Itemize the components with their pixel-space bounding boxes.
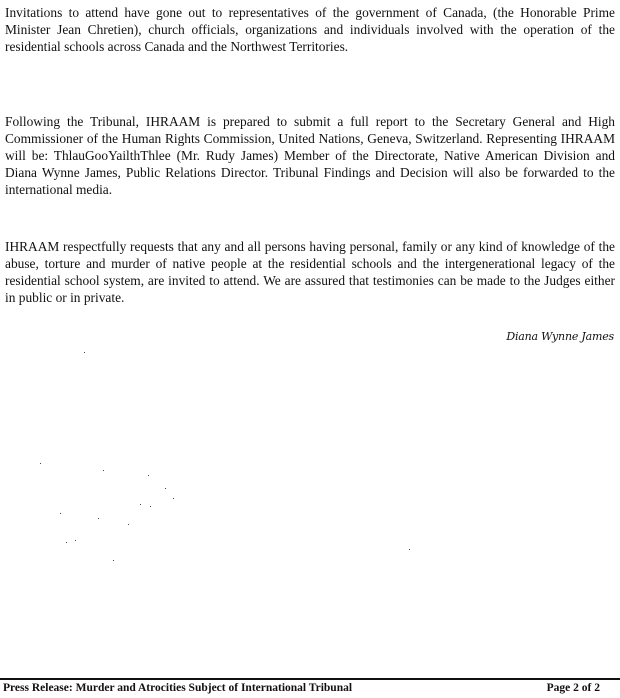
page-footer [0,678,620,698]
paragraph-report: Following the Tribunal, IHRAAM is prepared to submit a full report to the Secretary General and High Commissioner of the Human Rights Commission, United Nations, Geneva, Switzerland. Representing IHRAAM will be: ThlauGooYailthThlee (Mr. Rudy James) Member of the Directorate, Native American Division and Diana Wynne James, Public Relations Director. Tribunal Findings and Decision will also be forwarded to the international media. [5,114,615,197]
paragraph-request: IHRAAM respectfully requests that any and all persons having personal, family or any kind of knowledge of the abuse, torture and murder of native people at the residential schools and the intergenerational legacy of the residential school system, are invited to attend. We are assured that testimonies can be made to the Judges either in public or in private. [5,239,615,305]
paragraph-invitations: Invitations to attend have gone out to representatives of the government of Canada, (the Honorable Prime Minister Jean Chretien), church officials, organizations and individuals involved with the operation of the residential schools across Canada and the Northwest Territories. [5,5,615,54]
footer-page-number: Page 2 of 2 [546,682,600,694]
footer-title: Press Release: Murder and Atrocities Subject of International Tribunal [3,682,353,694]
signature: Diana Wynne James [506,330,614,343]
